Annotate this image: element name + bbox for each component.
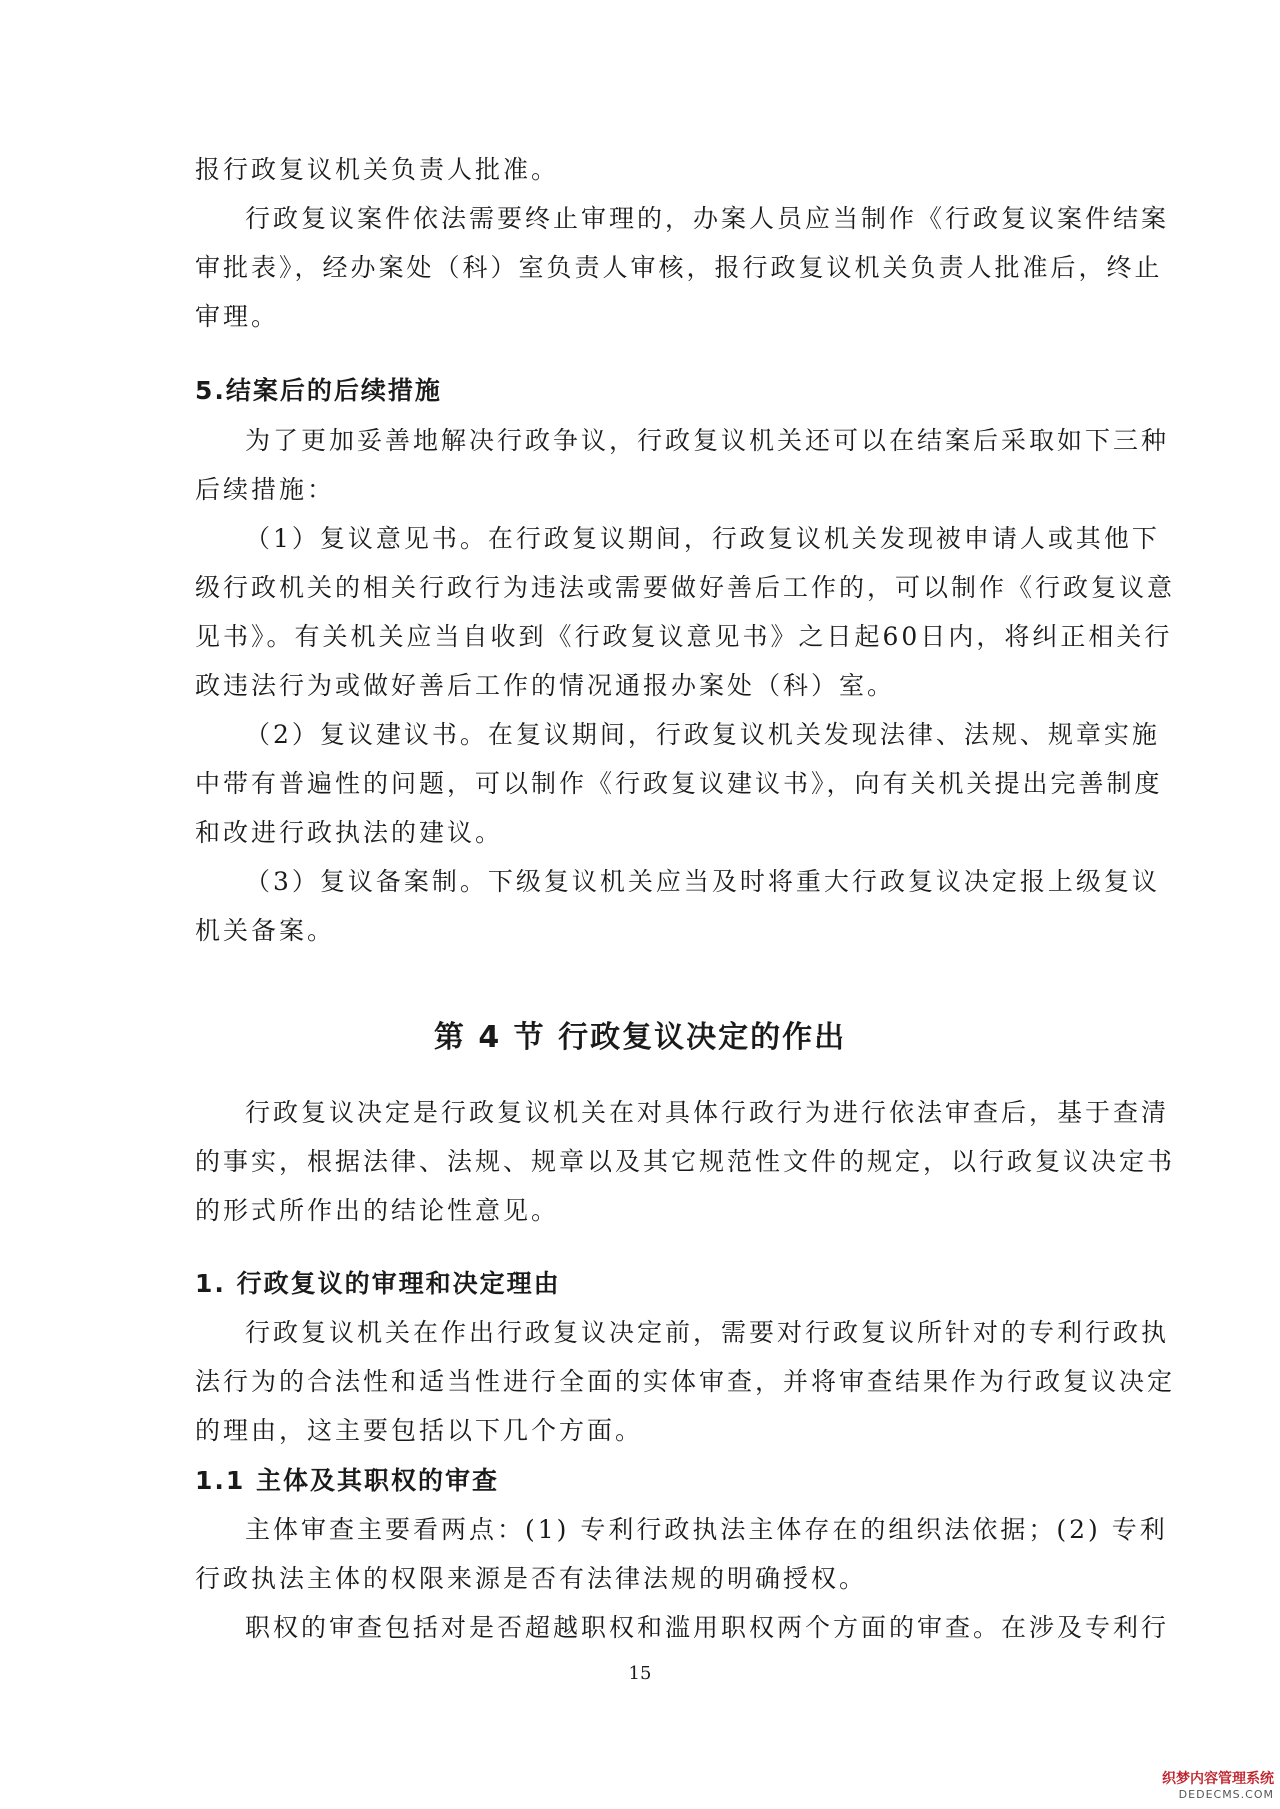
paragraph-line: 审理。 — [195, 302, 280, 331]
paragraph-line: 级行政机关的相关行政行为违法或需要做好善后工作的，可以制作《行政复议意 — [195, 573, 1176, 602]
subsection-heading: 1.1 主体及其职权的审查 — [195, 1466, 499, 1495]
paragraph-line: 行政复议机关在作出行政复议决定前，需要对行政复议所针对的专利行政执 — [245, 1318, 1170, 1347]
paragraph-line: 行政复议案件依法需要终止审理的，办案人员应当制作《行政复议案件结案 — [245, 204, 1170, 233]
watermark-logo — [1134, 1771, 1274, 1801]
paragraph-line: 的理由，这主要包括以下几个方面。 — [195, 1416, 644, 1445]
page-number: 15 — [628, 1663, 652, 1684]
paragraph-line: 法行为的合法性和适当性进行全面的实体审查，并将审查结果作为行政复议决定 — [195, 1367, 1176, 1396]
paragraph-line: （3）复议备案制。下级复议机关应当及时将重大行政复议决定报上级复议 — [245, 867, 1160, 896]
paragraph-line: 见书》。有关机关应当自收到《行政复议意见书》之日起60日内，将纠正相关行 — [195, 622, 1173, 651]
paragraph-line: 行政执法主体的权限来源是否有法律法规的明确授权。 — [195, 1564, 868, 1593]
paragraph-line: 职权的审查包括对是否超越职权和滥用职权两个方面的审查。在涉及专利行 — [245, 1613, 1170, 1642]
paragraph-line: 行政复议决定是行政复议机关在对具体行政行为进行依法审查后，基于查清 — [245, 1098, 1170, 1127]
paragraph-line: 政违法行为或做好善后工作的情况通报办案处（科）室。 — [195, 671, 896, 700]
paragraph-line: 中带有普遍性的问题，可以制作《行政复议建议书》，向有关机关提出完善制度 — [195, 769, 1163, 798]
paragraph-line: 主体审查主要看两点：(1) 专利行政执法主体存在的组织法依据；(2) 专利 — [245, 1515, 1168, 1544]
paragraph-line: 和改进行政执法的建议。 — [195, 818, 504, 847]
paragraph-line: 机关备案。 — [195, 916, 336, 945]
subsection-heading: 5.结案后的后续措施 — [195, 376, 442, 405]
section-title: 第 4 节 行政复议决定的作出 — [433, 1020, 847, 1055]
paragraph-line: 的形式所作出的结论性意见。 — [195, 1196, 560, 1225]
paragraph-line: 的事实，根据法律、法规、规章以及其它规范性文件的规定，以行政复议决定书 — [195, 1147, 1176, 1176]
paragraph-line: 为了更加妥善地解决行政争议，行政复议机关还可以在结案后采取如下三种 — [245, 426, 1170, 455]
paragraph-line: 报行政复议机关负责人批准。 — [195, 155, 560, 184]
watermark-domain: DEDECMS.COM — [1178, 1788, 1274, 1801]
paragraph-line: 后续措施： — [195, 475, 336, 504]
subsection-heading: 1. 行政复议的审理和决定理由 — [195, 1269, 561, 1298]
watermark-text: 织梦内容管理系统 — [1162, 1771, 1274, 1787]
paragraph-line: （1）复议意见书。在行政复议期间，行政复议机关发现被申请人或其他下 — [245, 524, 1160, 553]
paragraph-line: （2）复议建议书。在复议期间，行政复议机关发现法律、法规、规章实施 — [245, 720, 1160, 749]
paragraph-line: 审批表》，经办案处（科）室负责人审核，报行政复议机关负责人批准后，终止 — [195, 253, 1163, 282]
